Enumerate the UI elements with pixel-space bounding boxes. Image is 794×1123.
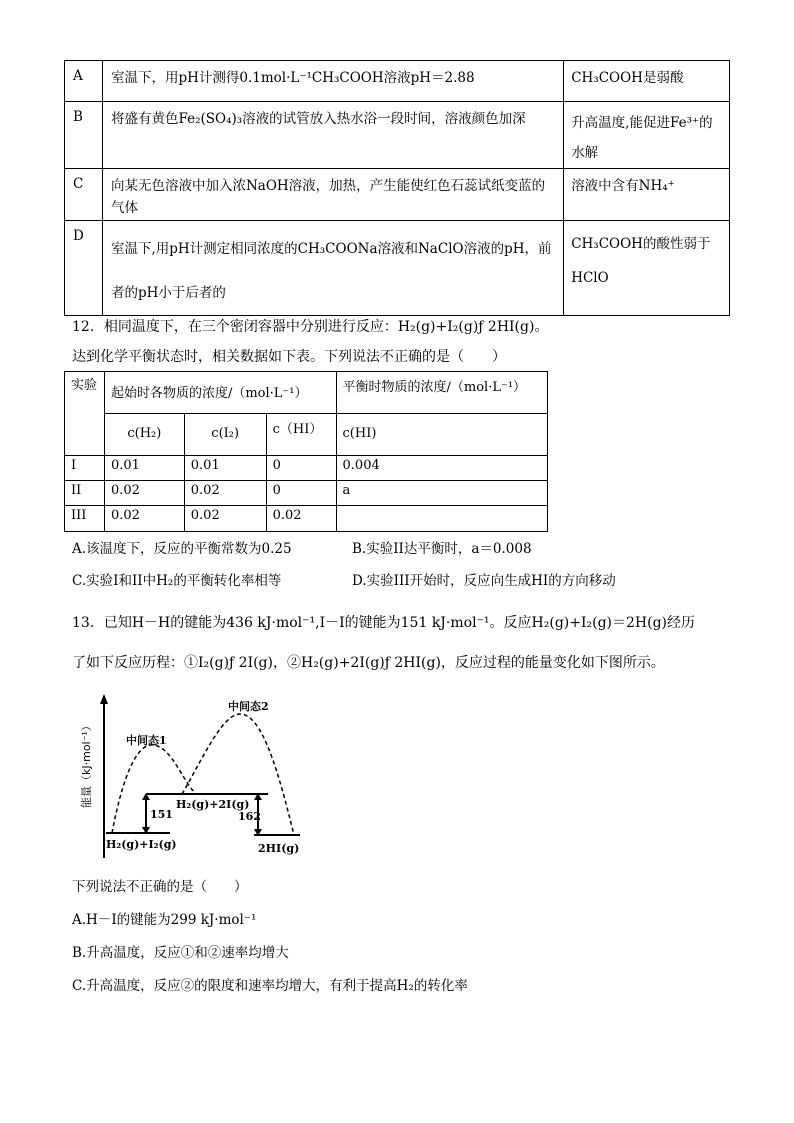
row-conclusion: 溶液中含有NH₄⁺ [564,169,730,221]
q13-option-c[interactable]: C.升高温度，反应②的限度和速率均增大，有利于提高H₂的转化率 [72,978,468,994]
value-151: 151 [150,808,173,821]
q12-stem: 12．相同温度下，在三个密闭容器中分别进行反应：H₂(g)+I₂(g)ƒ 2HI(g)。 [72,319,549,335]
equilibrium-table [64,371,548,532]
cell: II [65,481,105,506]
energy-diagram [72,690,312,865]
cell: 0.02 [104,506,184,532]
start-state-label: H₂(g)+I₂(g) [106,838,177,851]
table-row [65,61,730,102]
q12-option-c[interactable]: C.实验I和II中H₂的平衡转化率相等 [72,573,282,589]
row-label: A [65,61,103,102]
mid-state-label: H₂(g)+2I(g) [176,798,250,811]
q12-option-d[interactable]: D.实验III开始时，反应向生成HI的方向移动 [352,573,616,589]
row-operation: 向某无色溶液中加入浓NaOH溶液，加热，产生能使红色石蕊试纸变蓝的气体 [102,169,563,221]
cell [336,506,547,532]
col-c-hi: c（HI） [266,414,336,456]
table-row [65,481,548,506]
header-experiment: 实验 [65,372,105,456]
intermediate-2-label: 中间态2 [228,700,269,713]
cell: 0.02 [184,506,266,532]
q12-option-a[interactable]: A.该温度下，反应的平衡常数为0.25 [72,541,292,557]
value-162: 162 [238,810,261,823]
table-row [65,102,730,169]
row-label: C [65,169,103,221]
header-eq-conc: 平衡时物质的浓度/（mol·L⁻¹） [336,372,547,414]
row-operation: 室温下,用pH计测定相同浓度的CH₃COONa溶液和NaClO溶液的pH，前者的pH小于后者的 [102,221,563,316]
experiment-table [64,60,730,316]
q13-option-a[interactable]: A.H－I的键能为299 kJ·mol⁻¹ [72,912,257,928]
end-state-label: 2HI(g) [258,842,300,855]
row-label: D [65,221,103,316]
cell: a [336,481,547,506]
cell: I [65,456,105,481]
col-c-hi-eq: c(HI) [336,414,547,456]
header-start-conc: 起始时各物质的浓度/（mol·L⁻¹） [104,372,336,414]
col-c-h2: c(H₂) [104,414,184,456]
y-axis-label: 能量（kJ·mol⁻¹） [80,720,93,808]
q13-stem-line1: 13．已知H－H的键能为436 kJ·mol⁻¹,I－I的键能为151 kJ·mol⁻¹。反应H₂(g)+I₂(g)＝2H(g)经历 [72,615,696,631]
table-row [65,506,548,532]
row-operation: 室温下，用pH计测得0.1mol·L⁻¹CH₃COOH溶液pH＝2.88 [102,61,563,102]
row-conclusion: CH₃COOH是弱酸 [564,61,730,102]
table-row [65,221,730,316]
cell: 0 [266,456,336,481]
table-subheader-row [65,414,548,456]
cell: 0.02 [266,506,336,532]
cell: 0 [266,481,336,506]
q12-option-b[interactable]: B.实验II达平衡时，a＝0.008 [352,541,532,557]
cell: 0.02 [184,481,266,506]
cell: 0.004 [336,456,547,481]
row-conclusion: 升高温度,能促进Fe³⁺的水解 [564,102,730,169]
cell: 0.01 [184,456,266,481]
table-row [65,456,548,481]
cell: III [65,506,105,532]
y-axis-arrow-icon [100,694,108,704]
q12-prompt: 达到化学平衡状态时，相关数据如下表。下列说法不正确的是（ ） [72,349,506,365]
col-c-i2: c(I₂) [184,414,266,456]
q13-option-b[interactable]: B.升高温度，反应①和②速率均增大 [72,945,289,961]
table-header-row [65,372,548,414]
q13-stem-line2: 了如下反应历程：①I₂(g)ƒ 2I(g)，②H₂(g)+2I(g)ƒ 2HI(g)，反应过程的能量变化如下图所示。 [72,655,665,671]
row-label: B [65,102,103,169]
cell: 0.02 [104,481,184,506]
row-operation: 将盛有黄色Fe₂(SO₄)₃溶液的试管放入热水浴一段时间，溶液颜色加深 [102,102,563,169]
cell: 0.01 [104,456,184,481]
q13-prompt: 下列说法不正确的是（ ） [72,879,248,895]
table-row [65,169,730,221]
row-conclusion: CH₃COOH的酸性弱于HClO [564,221,730,316]
intermediate-1-label: 中间态1 [126,734,167,747]
